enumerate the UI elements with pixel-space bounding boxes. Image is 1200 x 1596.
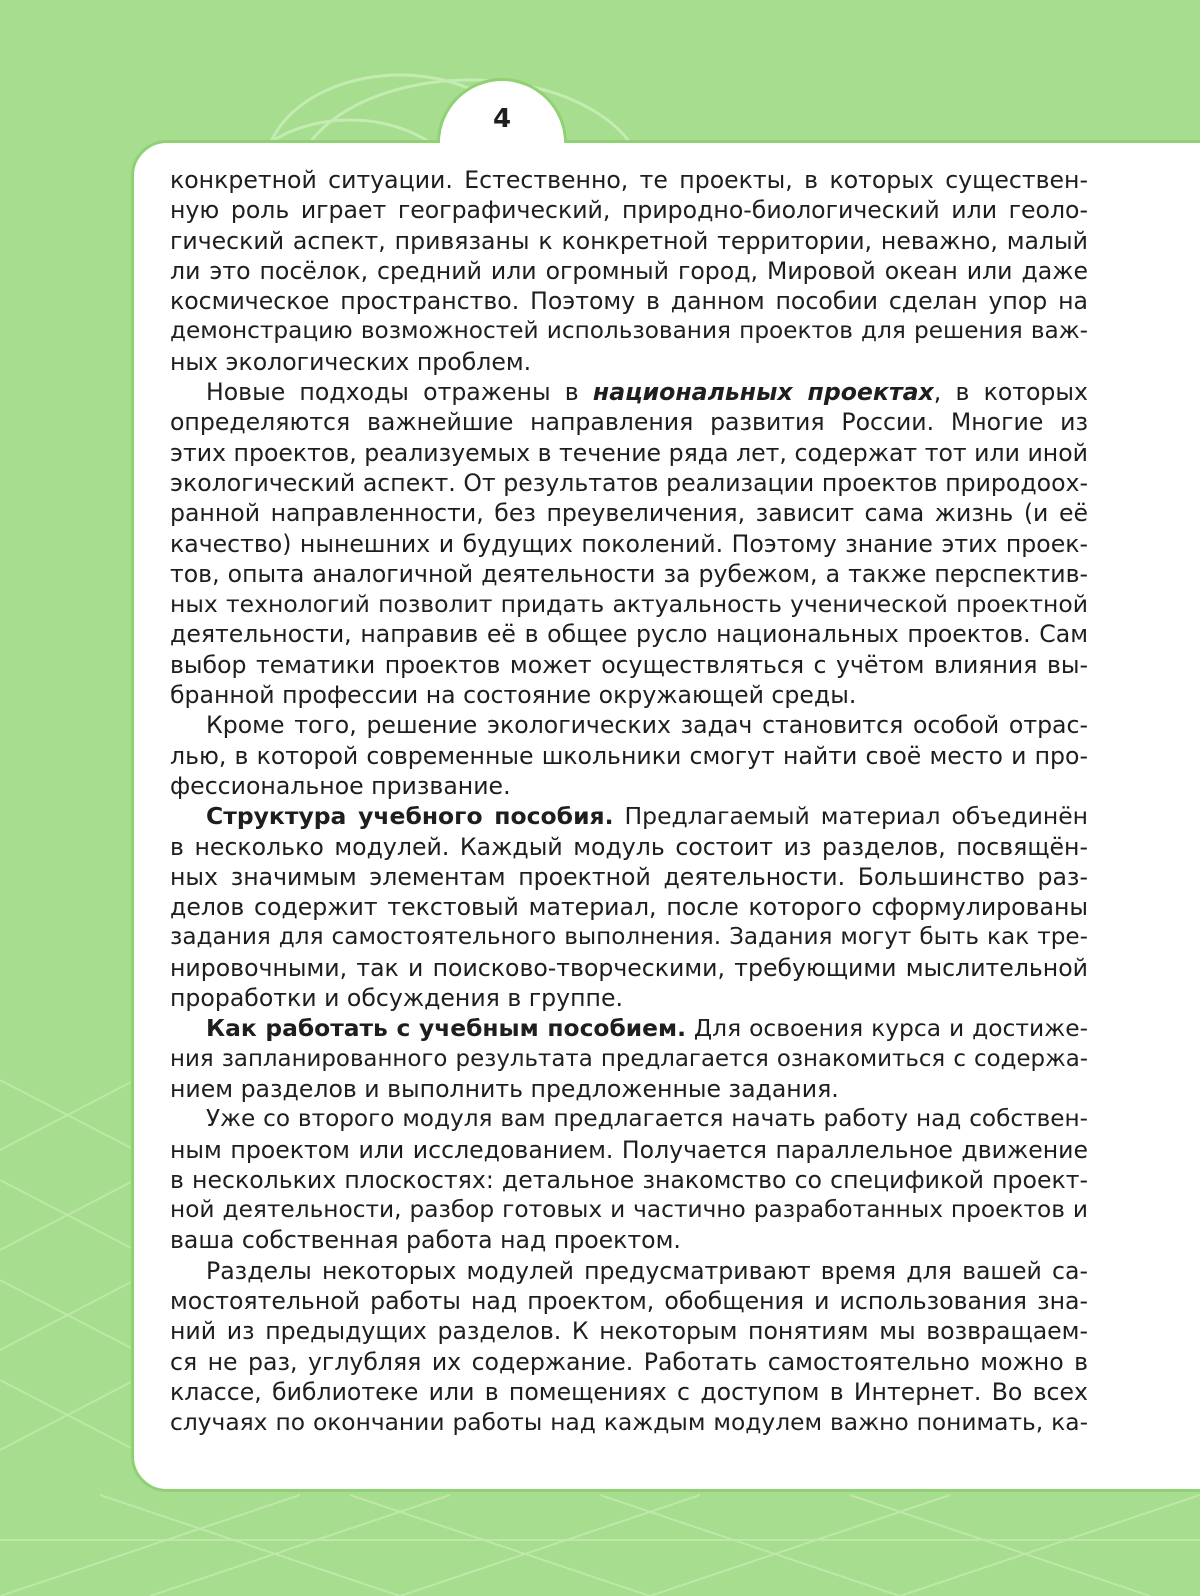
text-line: ной деятельности, разбор готовых и частично разработанных проектов и bbox=[170, 1196, 1088, 1224]
text-line: нием разделов и выполнить предложенные задания. bbox=[170, 1074, 839, 1103]
emphasis-term: национальных проектах bbox=[592, 378, 934, 407]
text-line: в несколько модулей. Каждый модуль состоит из разделов, посвящён- bbox=[170, 832, 1088, 861]
text-line bbox=[170, 377, 1088, 407]
text-line: качество) нынешних и будущих поколений. Поэтому знание этих проек- bbox=[170, 529, 1088, 558]
text-run: Предлагаемый материал объединён bbox=[613, 802, 1088, 831]
text-line: ся не раз, углубляя их содержание. Работать самостоятельно можно в bbox=[170, 1347, 1088, 1376]
text-line: задания для самостоятельного выполнения. Задания могут быть как тре- bbox=[170, 923, 1088, 951]
text-line: космическое пространство. Поэтому в данном пособии сделан упор на bbox=[170, 287, 1088, 316]
text-line bbox=[170, 1013, 1088, 1043]
page-tab-cover bbox=[440, 138, 564, 152]
text-line: определяются важнейшие направления развития России. Многие из bbox=[170, 408, 1088, 437]
text-line: ваша собственная работа над проектом. bbox=[170, 1226, 681, 1255]
text-run: Новые подходы отражены в bbox=[206, 378, 593, 407]
text-line: проработки и обсуждения в группе. bbox=[170, 984, 623, 1013]
text-line: Уже со второго модуля вам предлагается начать работу над собствен- bbox=[206, 1105, 1088, 1133]
text-line: ния запланированного результата предлагается ознакомиться с содержа- bbox=[170, 1045, 1088, 1072]
text-line: демонстрацию возможностей использования проектов для решения важ- bbox=[170, 317, 1088, 345]
text-line: нировочными, так и поисково-творческими, требующими мыслительной bbox=[170, 953, 1088, 982]
text-line: случаях по окончании работы над каждым модулем важно понимать, ка- bbox=[170, 1408, 1088, 1437]
text-line: бранной профессии на состояние окружающей среды. bbox=[170, 681, 857, 710]
text-line: в нескольких плоскостях: детальное знакомство со спецификой проект- bbox=[170, 1165, 1088, 1194]
text-line: ных экологических проблем. bbox=[170, 347, 532, 376]
text-line: мостоятельной работы над проектом, обобщения и использования зна- bbox=[170, 1286, 1088, 1315]
text-line: фессиональное призвание. bbox=[170, 771, 511, 800]
text-run: , в которых bbox=[933, 378, 1088, 407]
text-line: этих проектов, реализуемых в течение ряда лет, содержат тот или иной bbox=[170, 438, 1088, 467]
text-run: Для освоения курса и достиже- bbox=[685, 1014, 1088, 1043]
text-line: ную роль играет географический, природно-биологический или геоло- bbox=[170, 196, 1088, 225]
text-line: делов содержит текстовый материал, после которого сформулированы bbox=[170, 893, 1088, 922]
text-line: ным проектом или исследованием. Получается параллельное движение bbox=[170, 1135, 1088, 1164]
text-line: ранной направленности, без преувеличения, зависит сама жизнь (и её bbox=[170, 499, 1088, 528]
body-text bbox=[170, 165, 1088, 1437]
text-line: ний из предыдущих разделов. К некоторым понятиям мы возвращаем- bbox=[170, 1317, 1088, 1346]
text-line: деятельности, направив её в общее русло национальных проектов. Сам bbox=[170, 620, 1088, 649]
text-line: классе, библиотеке или в помещениях с доступом в Интернет. Во всех bbox=[170, 1377, 1088, 1406]
text-line: лью, в которой современные школьники смогут найти своё место и про- bbox=[170, 741, 1088, 770]
text-line: выбор тематики проектов может осуществляться с учётом влияния вы- bbox=[170, 650, 1088, 679]
text-line: ных технологий позволит придать актуальность ученической проектной bbox=[170, 590, 1088, 619]
text-line bbox=[170, 801, 1088, 831]
section-heading: Структура учебного пособия. bbox=[206, 802, 614, 831]
text-line: ных значимым элементам проектной деятельности. Большинство раз- bbox=[170, 862, 1088, 891]
text-line: конкретной ситуации. Естественно, те проекты, в которых существен- bbox=[170, 166, 1088, 194]
text-line: Разделы некоторых модулей предусматривают время для вашей са- bbox=[206, 1256, 1088, 1285]
page-number: 4 bbox=[492, 104, 512, 134]
text-line: гический аспект, привязаны к конкретной территории, неважно, малый bbox=[170, 226, 1088, 255]
text-line: тов, опыта аналогичной деятельности за рубежом, а также перспектив- bbox=[170, 559, 1088, 588]
text-line: экологический аспект. От результатов реализации проектов природоох- bbox=[170, 468, 1088, 497]
section-heading: Как работать с учебным пособием. bbox=[206, 1014, 686, 1043]
text-line: Кроме того, решение экологических задач становится особой отрас- bbox=[206, 711, 1088, 740]
text-line: ли это посёлок, средний или огромный город, Мировой океан или даже bbox=[170, 256, 1088, 285]
